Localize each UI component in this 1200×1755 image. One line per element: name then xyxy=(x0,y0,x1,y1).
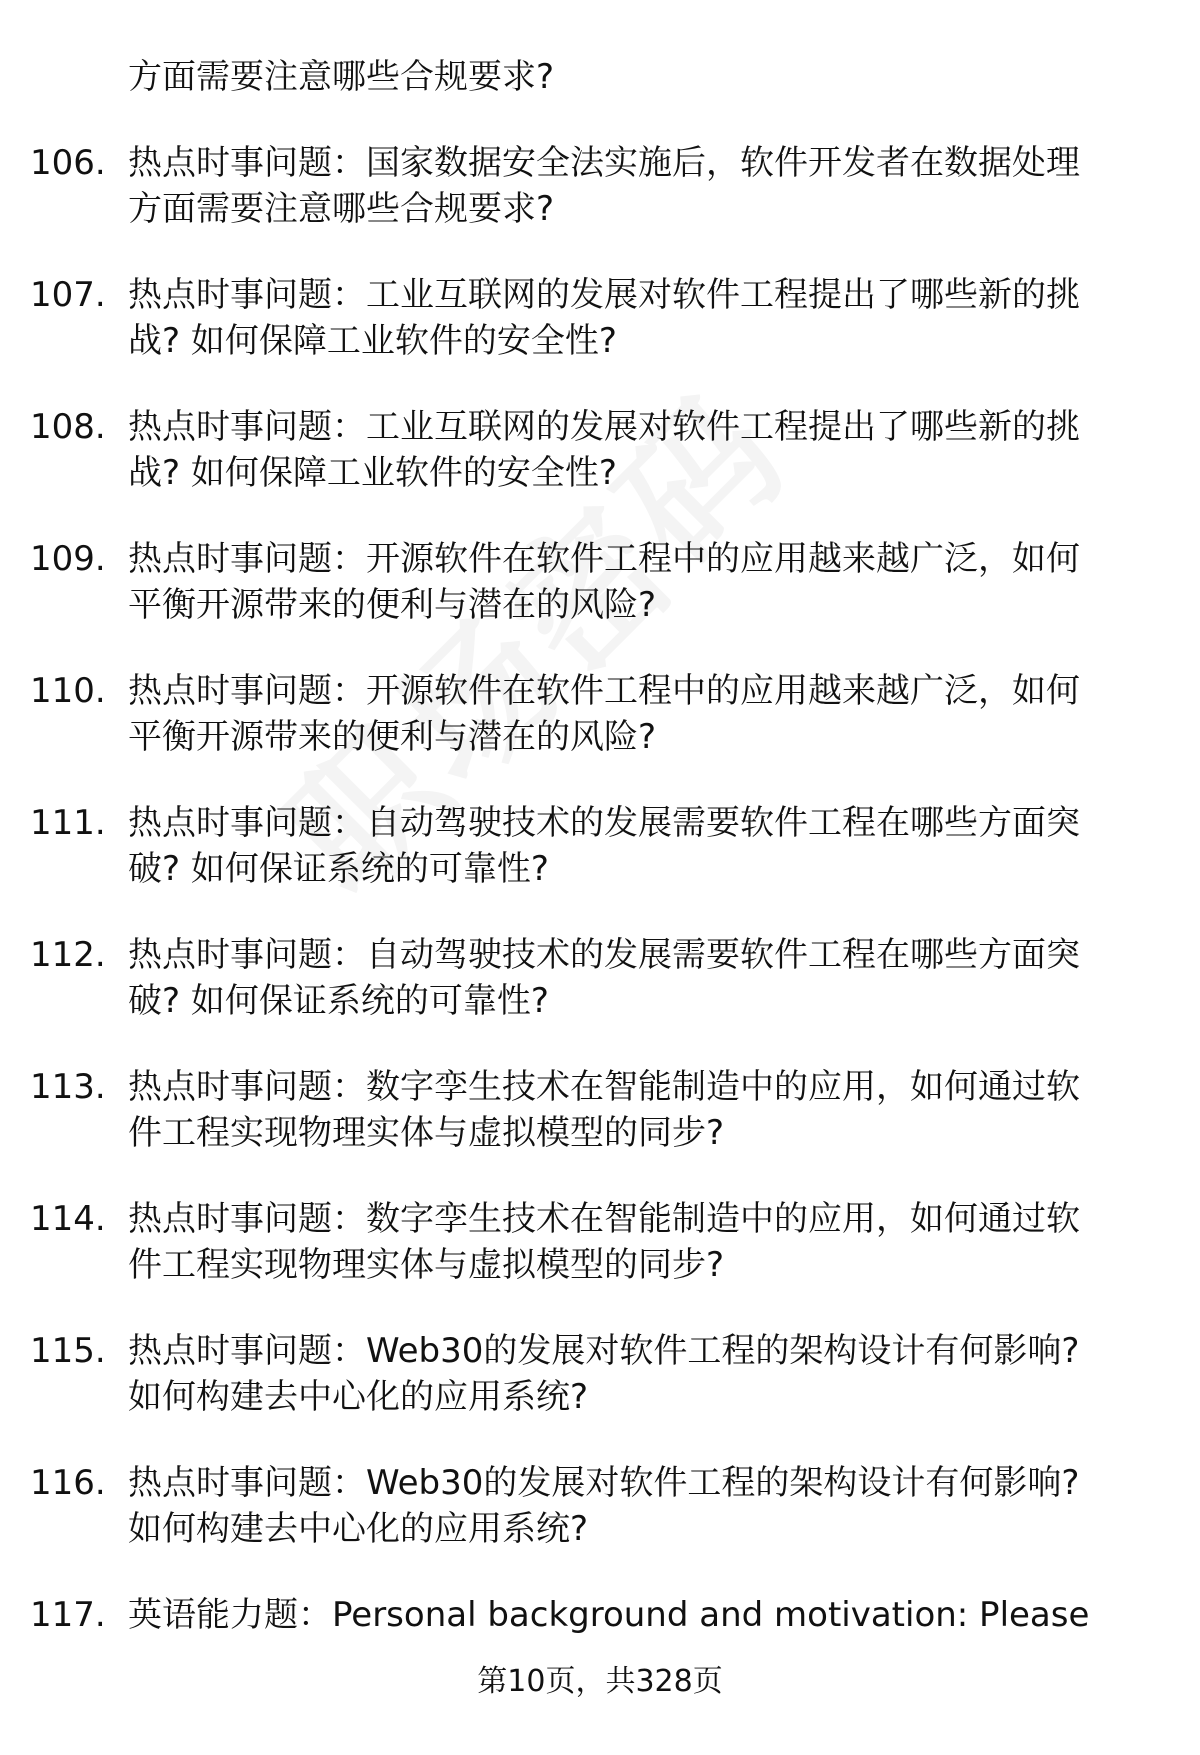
question-line-2: 件工程实现物理实体与虚拟模型的同步? xyxy=(128,1245,725,1285)
question-text xyxy=(128,272,1168,364)
question-line-2: 破? 如何保证系统的可靠性? xyxy=(128,849,549,889)
question-line-2: 平衡开源带来的便利与潜在的风险? xyxy=(128,717,657,757)
page-footer: 第10页，共328页 xyxy=(477,1664,723,1699)
question-item-106 xyxy=(30,140,1180,272)
question-number: 107. xyxy=(30,275,106,315)
question-text xyxy=(128,1328,1168,1420)
question-item-112 xyxy=(30,932,1180,1064)
question-item-107 xyxy=(30,272,1180,404)
question-line-2: 如何构建去中心化的应用系统? xyxy=(128,1377,589,1417)
question-line-2: 平衡开源带来的便利与潜在的风险? xyxy=(128,585,657,625)
question-item-114 xyxy=(30,1196,1180,1328)
question-line-2: 破? 如何保证系统的可靠性? xyxy=(128,981,549,1021)
question-text xyxy=(128,800,1168,892)
question-line-1: 热点时事问题：开源软件在软件工程中的应用越来越广泛，如何 xyxy=(128,539,1080,579)
question-text xyxy=(128,140,1168,232)
question-item-117 xyxy=(30,1592,1180,1724)
question-line-1: 热点时事问题：工业互联网的发展对软件工程提出了哪些新的挑 xyxy=(128,407,1080,447)
question-line-1: 热点时事问题：国家数据安全法实施后，软件开发者在数据处理 xyxy=(128,143,1080,183)
question-number: 109. xyxy=(30,539,106,579)
question-number: 112. xyxy=(30,935,106,975)
question-number: 111. xyxy=(30,803,106,843)
question-number: 115. xyxy=(30,1331,106,1371)
question-line-1: 热点时事问题：自动驾驶技术的发展需要软件工程在哪些方面突 xyxy=(128,803,1080,843)
question-item-115 xyxy=(30,1328,1180,1460)
question-number: 110. xyxy=(30,671,106,711)
question-line-1: 英语能力题：Personal background and motivation: Please xyxy=(128,1595,1090,1635)
question-line-2: 如何构建去中心化的应用系统? xyxy=(128,1509,589,1549)
question-number: 117. xyxy=(30,1595,106,1635)
question-text xyxy=(128,1592,1168,1638)
question-text xyxy=(128,1196,1168,1288)
question-text xyxy=(128,1460,1168,1552)
question-item-116 xyxy=(30,1460,1180,1592)
question-line-1: 热点时事问题：Web30的发展对软件工程的架构设计有何影响? xyxy=(128,1331,1080,1371)
question-line-2: 件工程实现物理实体与虚拟模型的同步? xyxy=(128,1113,725,1153)
continuation-line: 方面需要注意哪些合规要求? xyxy=(128,57,555,97)
question-item-109 xyxy=(30,536,1180,668)
question-item-110 xyxy=(30,668,1180,800)
question-number: 114. xyxy=(30,1199,106,1239)
question-number: 116. xyxy=(30,1463,106,1503)
question-line-1: 热点时事问题：自动驾驶技术的发展需要软件工程在哪些方面突 xyxy=(128,935,1080,975)
question-item-113 xyxy=(30,1064,1180,1196)
question-number: 108. xyxy=(30,407,106,447)
question-line-2: 战? 如何保障工业软件的安全性? xyxy=(128,321,617,361)
question-number: 106. xyxy=(30,143,106,183)
question-item-111 xyxy=(30,800,1180,932)
question-line-1: 热点时事问题：工业互联网的发展对软件工程提出了哪些新的挑 xyxy=(128,275,1080,315)
question-line-1: 热点时事问题：开源软件在软件工程中的应用越来越广泛，如何 xyxy=(128,671,1080,711)
question-line-1: 热点时事问题：数字孪生技术在智能制造中的应用，如何通过软 xyxy=(128,1067,1080,1107)
question-text xyxy=(128,932,1168,1024)
question-item-108 xyxy=(30,404,1180,536)
question-text xyxy=(128,536,1168,628)
question-line-2: 方面需要注意哪些合规要求? xyxy=(128,189,555,229)
question-line-2: 战? 如何保障工业软件的安全性? xyxy=(128,453,617,493)
question-list xyxy=(30,140,1180,1724)
question-line-1: 热点时事问题：Web30的发展对软件工程的架构设计有何影响? xyxy=(128,1463,1080,1503)
question-line-1: 热点时事问题：数字孪生技术在智能制造中的应用，如何通过软 xyxy=(128,1199,1080,1239)
question-number: 113. xyxy=(30,1067,106,1107)
question-text xyxy=(128,1064,1168,1156)
question-text xyxy=(128,668,1168,760)
question-text xyxy=(128,404,1168,496)
